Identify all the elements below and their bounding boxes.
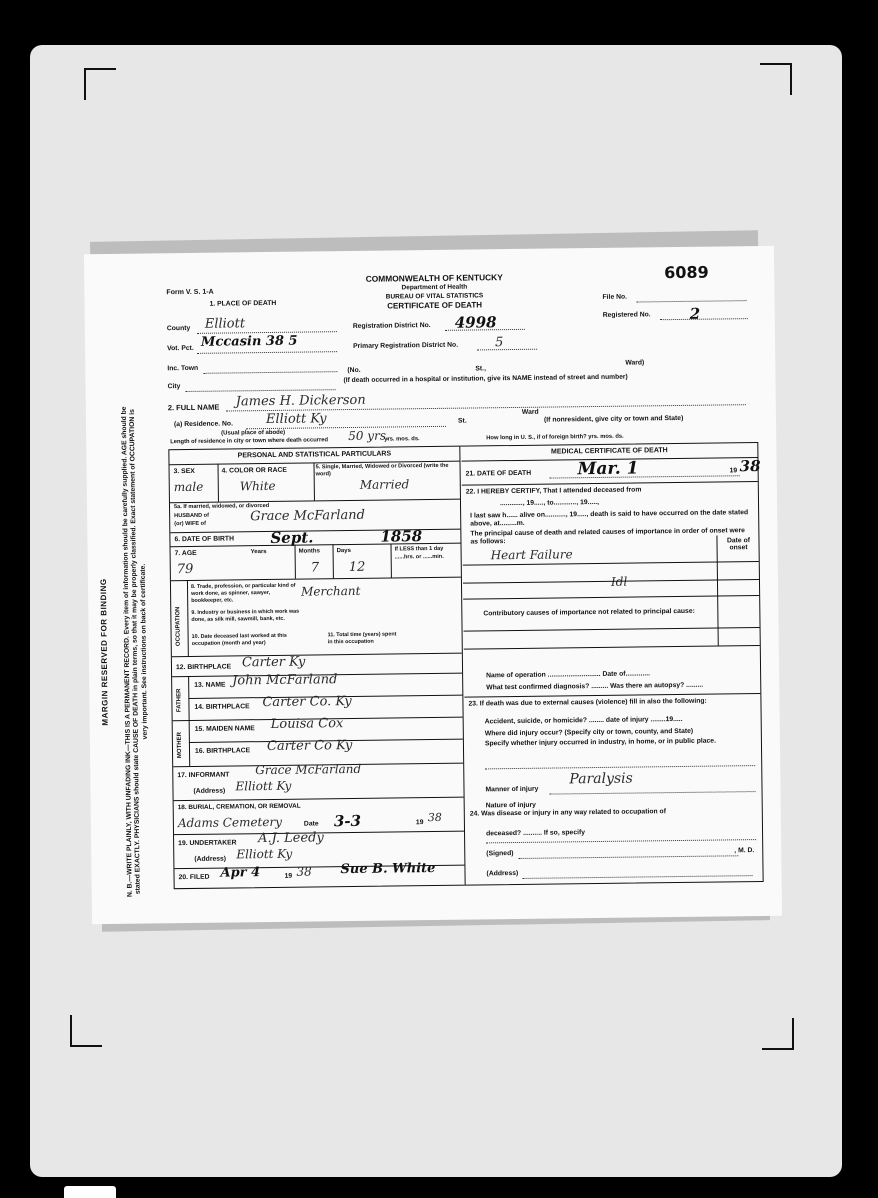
father-vertical-label: FATHER [176, 688, 183, 713]
cause-value: Heart Failure [490, 547, 573, 563]
age-days-value: 12 [348, 559, 366, 576]
mother-birthplace-value: Carter Co Ky [266, 737, 353, 755]
burial-label: 18. BURIAL, CREMATION, OR REMOVAL [177, 802, 301, 812]
usual-abode-label: (Usual place of abode) [221, 429, 286, 437]
nature-label: Nature of injury [485, 801, 536, 810]
burial-place-value: Adams Cemetery [177, 814, 283, 831]
father-name-value: John McFarland [232, 672, 338, 689]
foreign-birth-label: How long in U. S., if of foreign birth? yrs. mos. ds. [486, 433, 624, 442]
certify-line2: ............, 19....., to............, 19....., [499, 498, 600, 508]
medical-section-title: MEDICAL CERTIFICATE OF DEATH [550, 447, 668, 456]
rule [464, 645, 760, 650]
crop-mark-bottom-right [762, 1018, 794, 1050]
sex-label: 3. SEX [173, 467, 195, 476]
occupation-9-label: 9. Industry or business in which work was done, as silk mill, sawmill, bank, etc. [191, 608, 300, 623]
residence-ward-label: Ward [521, 408, 539, 416]
crop-mark-bottom-left [70, 1015, 102, 1047]
vot-pct-line [197, 351, 337, 354]
age-years-label: Years [250, 549, 267, 556]
spouse-label-3: (or) WIFE of [174, 520, 206, 528]
department-name: Department of Health [401, 283, 468, 292]
dob-year: 1858 [380, 527, 423, 546]
primary-district-line [477, 349, 537, 351]
operation-label: Name of operation ............................ Date of............. [486, 670, 651, 680]
hospital-note: (If death occurred in a hospital or institution, give its NAME instead of street and number) [343, 373, 628, 385]
rule [187, 580, 189, 656]
manner-value: Paralysis [569, 770, 633, 788]
county-label: County [166, 324, 191, 333]
crop-mark-top-right [760, 63, 792, 95]
burial-date-label: Date [303, 820, 319, 828]
city-line [186, 389, 336, 392]
medical-address-line [523, 875, 753, 879]
rule [462, 481, 758, 486]
marital-value: Married [359, 477, 410, 492]
file-no-line [637, 300, 747, 302]
spouse-label-2: HUSBAND of [174, 512, 209, 520]
mother-vertical-label: MOTHER [176, 732, 184, 759]
injury-line [485, 765, 755, 769]
date-of-death-value: Mar. 1 [577, 458, 639, 480]
occupation-8-label: 8. Trade, profession, or particular kind of work done, as spinner, sawyer, bookkeeper, etc. [190, 582, 296, 604]
registration-district-label: Registration District No. [352, 322, 431, 330]
rule [716, 536, 718, 646]
personal-section-title: PERSONAL AND STATISTICAL PARTICULARS [237, 450, 392, 460]
marital-label: 5. Single, Married, Widowed or Divorced (write the word) [315, 462, 449, 478]
age-label: 7. AGE [174, 549, 197, 558]
father-name-label: 13. NAME [194, 681, 226, 689]
street-no-label: (No. [347, 366, 361, 375]
undertaker-address-value: Elliott Ky [236, 846, 293, 862]
inc-town-label: Inc. Town [167, 364, 199, 373]
occupation-8-value: Merchant [300, 583, 361, 599]
residence-value: Elliott Ky [265, 411, 327, 428]
rule [172, 653, 462, 658]
color-label: 4. COLOR OR RACE [221, 466, 287, 475]
specify-label: Specify whether injury occurred in industry, in home, or in public place. [484, 737, 716, 748]
residence-st-label: St. [457, 417, 467, 425]
md-label: , M. D. [734, 847, 755, 855]
county-value: Elliott [204, 316, 246, 332]
rule [218, 464, 219, 502]
age-months-value: 7 [310, 560, 320, 576]
deceased-specify-label: deceased? .......... If so, specify [486, 829, 586, 838]
certify-label: 22. I HEREBY CERTIFY, That I attended deceased from [465, 486, 642, 496]
ward-label: Ward) [625, 359, 645, 367]
crop-mark-top-left [84, 68, 116, 100]
occupation-10-label: 10. Date deceased last worked at this occupation (month and year) [191, 632, 287, 647]
less-day-label: If LESS than 1 day ......hrs. or ......min. [394, 545, 444, 561]
sex-value: male [173, 479, 204, 495]
specify-line [486, 839, 756, 843]
burial-year-value: 38 [427, 810, 442, 825]
date-of-death-year-value: 38 [739, 456, 761, 476]
external-causes-label: 23. If death was due to external causes (violence) fill in also the following: [468, 697, 707, 708]
city-label: City [167, 383, 181, 391]
informant-address-label: (Address) [193, 787, 226, 795]
last-saw-text: I last saw h...... alive on..........., 19....., death is said to have occurred on the date stated above, at.........m. [470, 509, 749, 528]
age-months-label: Months [298, 548, 320, 555]
informant-address-value: Elliott Ky [235, 778, 292, 794]
form-number: Form V. S. 1-A [166, 288, 214, 297]
length-residence-label: Length of residence in city or town where death occurred [170, 437, 329, 446]
mother-name-label: 15. MAIDEN NAME [194, 725, 255, 733]
burial-date-value: 3-3 [333, 811, 362, 831]
primary-district-value: 5 [494, 335, 504, 351]
nonresident-note: (If nonresident, give city or town and State) [543, 414, 684, 424]
rule [332, 544, 333, 578]
father-birthplace-label: 14. BIRTHPLACE [194, 703, 250, 711]
primary-district-label: Primary Registration District No. [353, 341, 459, 350]
spouse-label-1: 5a. If married, widowed, or divorced [173, 502, 270, 511]
rule [464, 627, 760, 632]
birthplace-value: Carter Ky [241, 654, 306, 671]
signed-line [518, 855, 738, 859]
occupation-11-label: 11. Total time (years) spent in this occupation [327, 631, 397, 646]
father-birthplace-value: Carter Co. Ky [262, 694, 352, 711]
where-label: Where did injury occur? (Specify city or town, county, and State) [484, 727, 694, 738]
spouse-value: Grace McFarland [250, 507, 366, 525]
registered-no-value: 2 [689, 304, 701, 323]
dob-month: Sept. [270, 528, 314, 547]
full-name-value: James H. Dickerson [235, 392, 366, 410]
inc-town-line [203, 371, 337, 374]
test-label: What test confirmed diagnosis? ......... Was there an autopsy? ......... [486, 681, 704, 692]
manner-label: Manner of injury [485, 785, 539, 794]
informant-label: 17. INFORMANT [177, 771, 230, 780]
date-of-death-year-label: 19 [729, 467, 738, 475]
length-residence-value: 50 yrs. [348, 428, 390, 444]
vot-pct-label: Vot. Pct. [167, 344, 194, 353]
manner-line [550, 791, 756, 795]
margin-instructions [98, 401, 164, 902]
age-years-value: 79 [176, 561, 194, 578]
color-value: White [239, 478, 276, 494]
column-divider [459, 447, 465, 885]
state-name: COMMONWEALTH OF KENTUCKY [365, 272, 503, 284]
registered-no-label: Registered No. [602, 311, 651, 319]
rule [463, 595, 759, 600]
date-of-death-label: 21. DATE OF DEATH [465, 469, 532, 478]
occupation-related-label: 24. Was disease or injury in any way related to occupation of [469, 808, 667, 818]
street-label: St., [475, 365, 486, 373]
date-of-onset-label: Date of onset [726, 537, 751, 552]
birthplace-label: 12. BIRTHPLACE [175, 663, 232, 672]
file-no-label: File No. [602, 293, 628, 301]
undertaker-label: 19. UNDERTAKER [178, 839, 237, 848]
mother-birthplace-label: 16. BIRTHPLACE [194, 747, 251, 755]
rule [390, 544, 391, 578]
medical-address-label: (Address) [486, 869, 519, 878]
filed-label: 20. FILED [178, 873, 210, 882]
accident-label: Accident, suicide, or homicide? ........ date of injury ........19..... [484, 715, 683, 726]
place-of-death-label: 1. PLACE OF DEATH [209, 299, 277, 308]
principal-cause-label: The principal cause of death and related causes of importance in order of onset were as follows: [470, 527, 745, 546]
contributory-label: Contributory causes of importance not related to principal cause: [483, 607, 695, 618]
filed-year-label: 19 [284, 872, 293, 880]
residence-label: (a) Residence. No. [173, 420, 233, 429]
full-name-label: 2. FULL NAME [167, 402, 220, 413]
rule [294, 545, 295, 579]
rule [171, 577, 461, 582]
informant-value: Grace McFarland [255, 761, 362, 778]
occupation-vertical-label: OCCUPATION [175, 606, 182, 647]
rule [174, 797, 464, 802]
certificate-body [168, 442, 763, 889]
margin-text: N. B.—WRITE PLAINLY, WITH UNFADING INK—THIS IS A PERMANENT RECORD. Every item of information should be carefully supplied. AGE should be stated EXACTLY. PHYSICIANS should state CAUSE OF DEATH in plain terms, so that it may be properly classified. Exact statement of OCCUPATION is very important. See instructions on back of certificate. [120, 406, 149, 898]
mother-name-value: Louisa Cox [270, 716, 344, 732]
margin-title: MARGIN RESERVED FOR BINDING [98, 578, 110, 726]
length-residence-units: yrs. mos. ds. [384, 436, 420, 443]
burial-year-label: 19 [415, 819, 424, 827]
certificate-number: 6089 [664, 262, 709, 283]
filed-date-value: Apr 4 [220, 865, 261, 881]
vot-pct-value: Mccasin 38 5 [200, 333, 298, 350]
signed-label: (Signed) [486, 850, 514, 858]
death-certificate [84, 246, 782, 924]
cause-value-2: Idl [610, 574, 628, 589]
registration-district-value: 4998 [454, 313, 497, 332]
registrar-signature: Sue B. White [340, 860, 436, 878]
certificate-title: CERTIFICATE OF DEATH [387, 300, 483, 311]
bureau-name: BUREAU OF VITAL STATISTICS [385, 292, 484, 301]
dob-label: 6. DATE OF BIRTH [174, 535, 235, 544]
age-days-label: Days [336, 548, 351, 555]
film-tab [64, 1186, 116, 1198]
registered-no-line [660, 318, 748, 320]
undertaker-address-label: (Address) [194, 855, 227, 863]
undertaker-value: A.J. Leedy [257, 830, 324, 847]
filed-year-value: 38 [296, 864, 312, 879]
certificate-header [324, 273, 544, 312]
